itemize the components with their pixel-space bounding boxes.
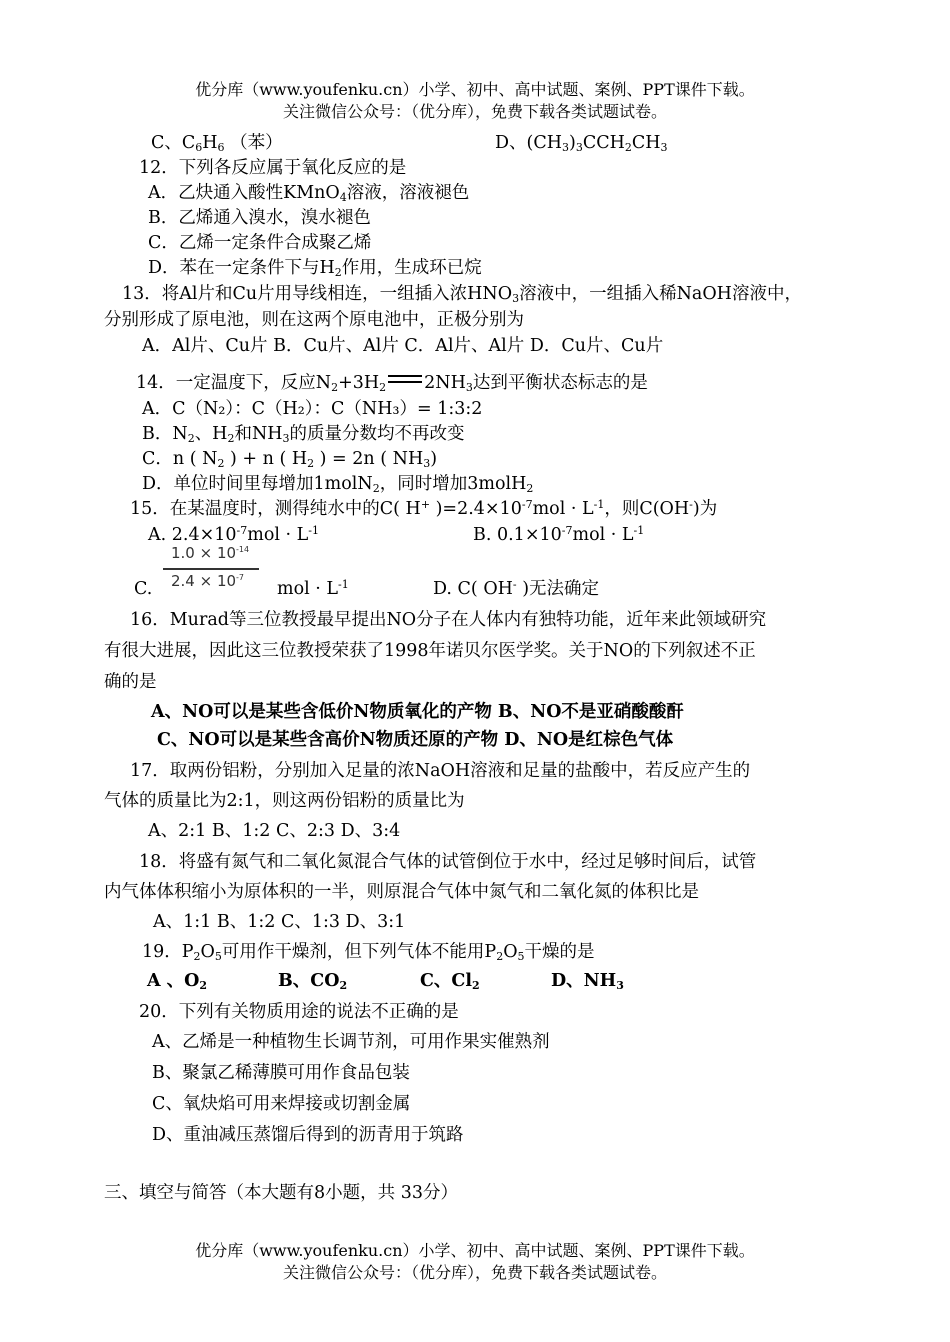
q12-option-a: A．乙炔通入酸性KMnO$_4$溶液，溶液褪色 <box>148 183 470 204</box>
q15-stem: 15．在某温度时，测得纯水中的C( H+ )$=2.4\times 10^{-7}mol \cdot L^{-1}$，则C(OH-)为 <box>130 498 718 519</box>
q20-option-d: D、重油减压蒸馏后得到的沥青用于筑路 <box>152 1125 464 1145</box>
fraction-numerator: $1.0 \times 10^{-14}$ <box>171 544 250 562</box>
fraction-bar <box>163 568 259 570</box>
q15-option-b: B. $0.1\times 10^{-7}mol \cdot L^{-1}$ <box>473 524 645 545</box>
q16-stem-line-2: 有很大进展，因此这三位教授荣获了1998年诺贝尔医学奖。关于NO的下列叙述不正 <box>104 641 756 661</box>
q13-stem-line-2: 分别形成了原电池，则在这两个原电池中，正极分别为 <box>104 310 524 330</box>
q16-stem-line-3: 确的是 <box>104 672 157 692</box>
q17-stem-line-2: 气体的质量比为2:1，则这两份铝粉的质量比为 <box>104 791 465 811</box>
q12-option-c: C．乙烯一定条件合成聚乙烯 <box>148 233 372 253</box>
q18-stem-line-2: 内气体体积缩小为原体积的一半，则原混合气体中氮气和二氧化氮的体积比是 <box>104 882 699 902</box>
q20-option-a: A、乙烯是一种植物生长调节剂，可用作果实催熟剂 <box>152 1032 550 1052</box>
q14-option-b: B．$N_2$、$H_2$和$NH_3$的质量分数均不再改变 <box>142 424 465 445</box>
q14-option-d: D．单位时间里每增加1molN$_2$，同时增加3molH$_2$ <box>142 474 534 495</box>
q15-option-c-unit: mol · $L^{-1}$ <box>277 578 349 599</box>
q20-option-c: C、氧炔焰可用来焊接或切割金属 <box>152 1094 411 1114</box>
q19-option-b: B、$CO_2$ <box>278 971 348 992</box>
q16-stem-line-1: 16．Murad等三位教授最早提出NO分子在人体内有独特功能，近年来此领域研究 <box>130 610 767 630</box>
q15-option-c-label: C. <box>134 579 153 599</box>
q12-option-b: B．乙烯通入溴水，溴水褪色 <box>148 208 371 228</box>
footer-line-1: 优分库（www.youfenku.cn）小学、初中、高中试题、案例、PPT课件下载。 <box>195 1241 755 1260</box>
q11-option-c: C、$C_6H_6$ （苯） <box>151 133 283 154</box>
q12-stem: 12．下列各反应属于氧化反应的是 <box>139 158 407 178</box>
q20-option-b: B、聚氯乙稀薄膜可用作食品包装 <box>152 1063 410 1083</box>
fraction-denominator: $2.4 \times 10^{-7}$ <box>171 572 245 590</box>
q14-option-c: C．n ( $N_2$ ) + n ( $H_2$ ) = 2n ( $NH_3$) <box>142 449 438 470</box>
q18-stem-line-1: 18．将盛有氮气和二氧化氮混合气体的试管倒位于水中，经过足够时间后，试管 <box>139 852 757 872</box>
q13-options: A．Al片、Cu片 B．Cu片、Al片 C．Al片、Al片 D．Cu片、Cu片 <box>142 336 664 356</box>
q19-option-a: A 、$O_2$ <box>147 971 208 992</box>
q15-option-a: A. $2.4\times 10^{-7}mol \cdot L^{-1}$ <box>148 524 320 545</box>
q13-stem-line-1: 13．将Al片和Cu片用导线相连，一组插入浓$HNO_3$溶液中，一组插入稀NaOH溶液中， <box>122 284 802 305</box>
q17-stem-line-1: 17．取两份铝粉，分别加入足量的浓NaOH溶液和足量的盐酸中，若反应产生的 <box>130 761 751 781</box>
q15-option-d: D. C( OH- )无法确定 <box>433 578 600 599</box>
footer-line-2: 关注微信公众号：（优分库），免费下载各类试题试卷。 <box>282 1263 667 1282</box>
header-line-2: 关注微信公众号：（优分库），免费下载各类试题试卷。 <box>282 102 667 121</box>
q16-options-cd: C、NO可以是某些含高价N物质还原的产物 D、NO是红棕色气体 <box>157 730 674 750</box>
q19-stem: 19．$P_2O_5$可用作干燥剂，但下列气体不能用$P_2O_5$干燥的是 <box>142 942 595 963</box>
q19-option-d: D、$NH_3$ <box>551 971 624 992</box>
q14-option-a: A．C（N₂）：C（H₂）：C（NH₃）= 1:3:2 <box>142 399 483 419</box>
q16-options-ab: A、NO可以是某些含低价N物质氧化的产物 B、NO不是亚硝酸酸酐 <box>151 702 684 722</box>
q12-option-d: D．苯在一定条件下与$H_2$作用，生成环已烷 <box>148 258 482 279</box>
q18-options: A、1:1 B、1:2 C、1:3 D、3:1 <box>153 912 406 932</box>
q20-stem: 20．下列有关物质用途的说法不正确的是 <box>139 1002 459 1022</box>
equilibrium-arrow-icon <box>388 372 422 386</box>
q19-option-c: C、$Cl_2$ <box>420 971 480 992</box>
header-line-1: 优分库（www.youfenku.cn）小学、初中、高中试题、案例、PPT课件下载。 <box>195 80 755 99</box>
q17-options: A、2:1 B、1:2 C、2:3 D、3:4 <box>148 821 401 841</box>
q14-stem: 14．一定温度下，反应$N_2+3H_2$ $2NH_3$达到平衡状态标志的是 <box>136 373 648 394</box>
section-3-title: 三、填空与简答（本大题有8小题，共 33分） <box>104 1183 458 1203</box>
q11-option-d: D、$(CH_3)_3CCH_2CH_3$ <box>495 133 668 154</box>
